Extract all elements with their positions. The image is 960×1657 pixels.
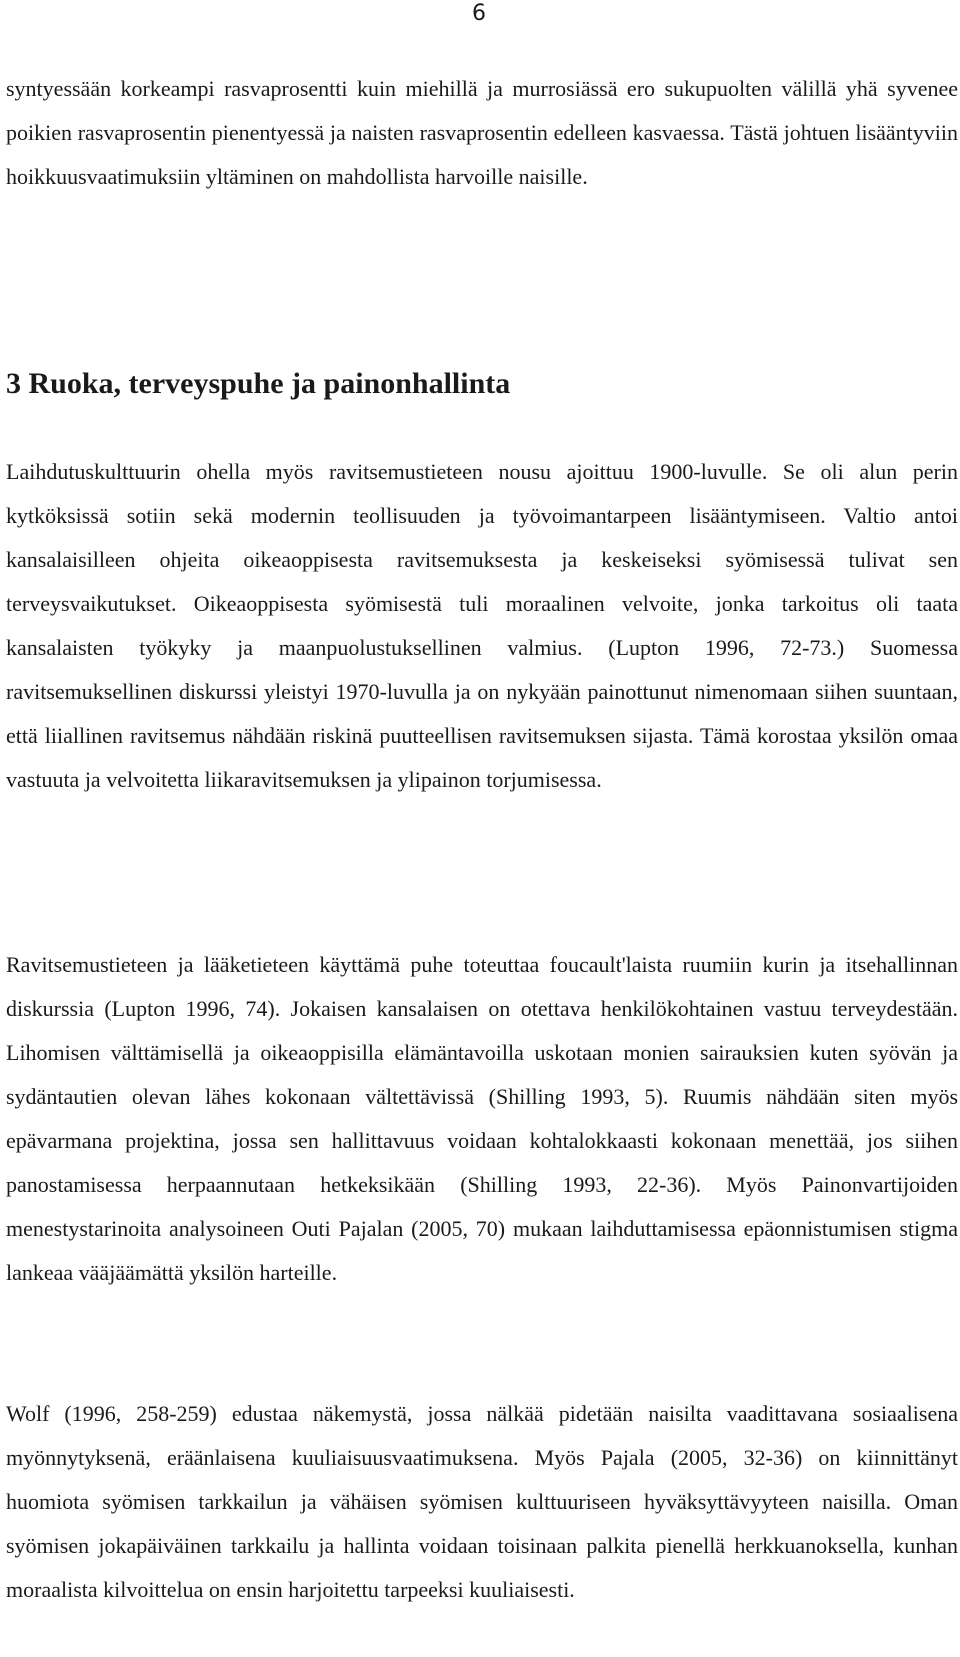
- paragraph-intro-continuation: syntyessään korkeampi rasvaprosentti kuin miehillä ja murrosiässä ero sukupuolten välillä yhä syvenee poikien rasvaprosentin pienentyessä ja naisten rasvaprosentin edelleen kasvaessa. Tästä johtuen lisääntyviin hoikkuusvaatimuksiin yltäminen on mahdollista harvoille naisille.: [6, 76, 958, 189]
- paragraph-health-discourse: Ravitsemustieteen ja lääketieteen käyttämä puhe toteuttaa foucault'laista ruumiin kurin ja itsehallinnan diskurssia (Lupton 1996, 74). Jokaisen kansalaisen on otettava henkilökohtainen vastuu terveydestään. Lihomisen välttämisellä ja oikeaoppisilla elämäntavoilla uskotaan monien sairauksien kuten syövän ja sydäntautien olevan lähes kokonaan vältettävissä (Shilling 1993, 5). Ruumis nähdään siten myös epävarmana projektina, jossa sen hallittavuus voidaan kohtalokkaasti kokonaan menettää, jos siihen panostamisessa herpaannutaan hetkeksikään (Shilling 1993, 22-36). Myös Painonvartijoiden menestystarinoita analysoineen Outi Pajalan (2005, 70) mukaan laihduttamisessa epäonnistumisen stigma lankeaa vääjäämättä yksilön harteille.: [6, 952, 958, 1285]
- page-number: 6: [472, 1, 486, 26]
- paragraph-nutrition-science: Laihdutuskulttuurin ohella myös ravitsemustieteen nousu ajoittuu 1900-luvulle. Se oli alun perin kytköksissä sotiin sekä modernin teollisuuden ja työvoimantarpeen lisääntymiseen. Valtio antoi kansalaisilleen ohjeita oikeaoppisesta ravitsemuksesta ja keskeiseksi syömisessä tulivat sen terveysvaikutukset. Oikeaoppisesta syömisestä tuli moraalinen velvoite, jonka tarkoitus oli taata kansalaisten työkyky ja maanpuolustuksellinen valmius. (Lupton 1996, 72-73.) Suomessa ravitsemuksellinen diskurssi yleistyi 1970-luvulla ja on nykyään painottunut nimenomaan siihen suuntaan, että liiallinen ravitsemus nähdään riskinä puutteellisen ravitsemuksen sijasta. Tämä korostaa yksilön omaa vastuuta ja velvoitetta liikaravitsemuksen ja ylipainon torjumisessa.: [6, 459, 958, 792]
- paragraph-hunger-obedience: Wolf (1996, 258-259) edustaa näkemystä, jossa nälkää pidetään naisilta vaadittavana sosiaalisena myönnytyksenä, eräänlaisena kuuliaisuusvaatimuksena. Myös Pajala (2005, 32-36) on kiinnittänyt huomiota syömisen tarkkailun ja vähäisen syömisen kulttuuriseen hyväksyttävyyteen naisilla. Oman syömisen jokapäiväinen tarkkailu ja hallinta voidaan toisinaan palkita pienellä herkkuanoksella, kunhan moraalista kilvoittelua on ensin harjoitettu tarpeeksi kuuliaisesti.: [6, 1401, 958, 1602]
- section-heading: 3 Ruoka, terveyspuhe ja painonhallinta: [6, 367, 511, 400]
